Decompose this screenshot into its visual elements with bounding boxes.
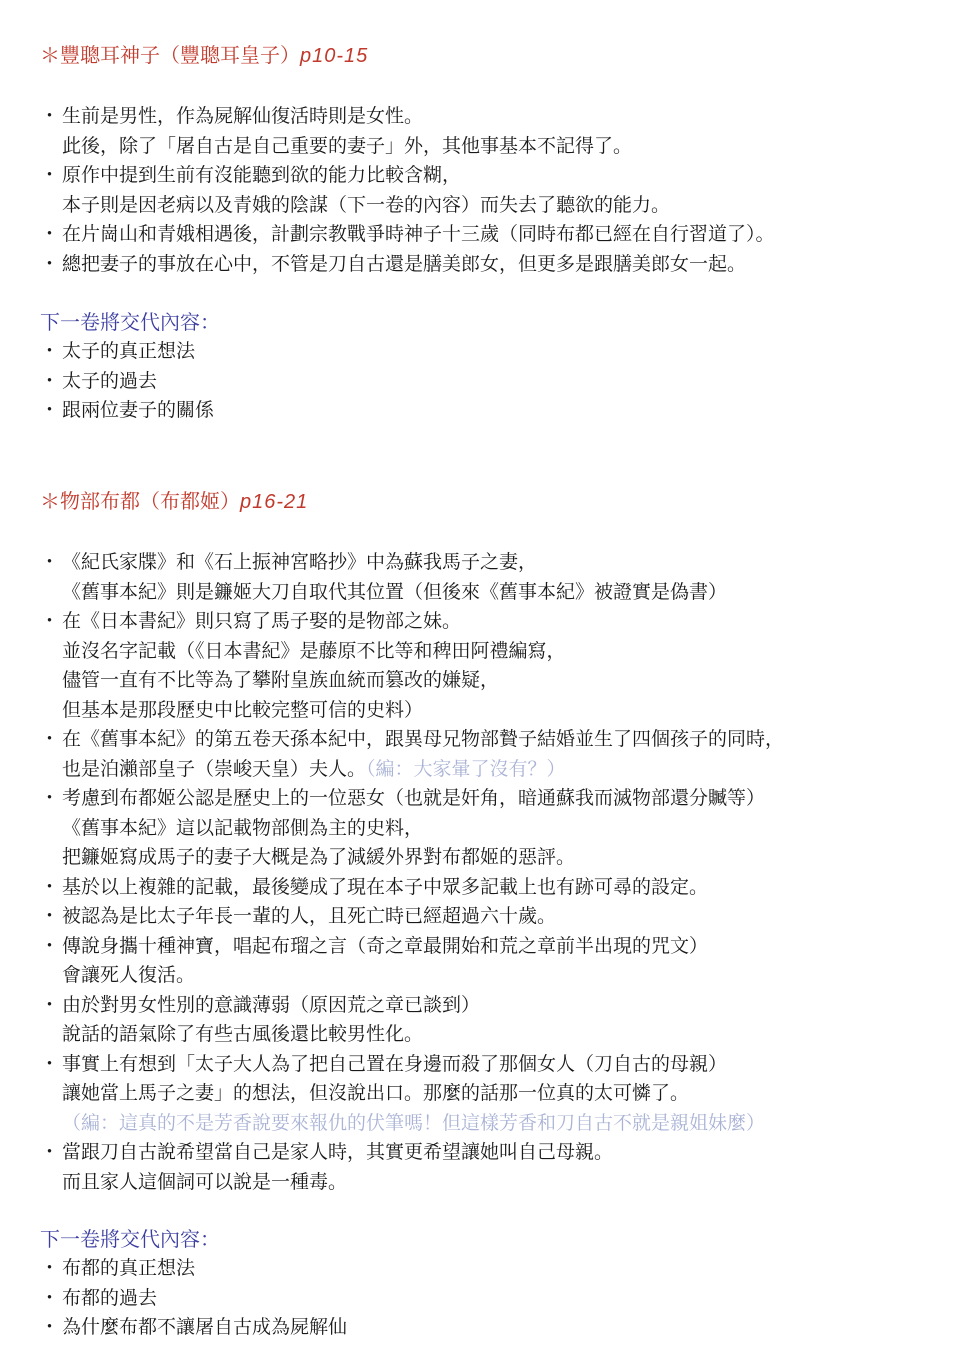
text-line: [40, 934, 708, 958]
line-text: 儘管一直有不比等為了攀附皇族血統而篡改的嫌疑，: [62, 669, 500, 691]
line-text: 生前是男性，作為屍解仙復活時則是女性。: [62, 105, 424, 127]
bullet-mark: ・: [40, 610, 60, 632]
text-line: [40, 1022, 423, 1046]
line-text: 但基本是那段歷史中比較完整可信的史料）: [62, 698, 424, 721]
editor-note: （編：大家暈了沒有？）: [366, 757, 566, 780]
text-line: [40, 1081, 689, 1105]
line-text: 由於對男女性別的意識薄弱（原因荒之章已談到）: [62, 993, 481, 1016]
line-text: 在《舊事本紀》的第五卷天孫本紀中，跟異母兄物部贄子結婚並生了四個孩子的同時，: [62, 728, 785, 750]
bullet-mark: ・: [40, 1286, 60, 1309]
next-volume-item: [40, 369, 157, 393]
line-text: 考慮到布都姬公認是歷史上的一位惡女（也就是奸角，暗通蘇我而滅物部還分贓等）: [62, 787, 766, 809]
section-page-range: p10-15: [300, 45, 369, 67]
section-title-text: ＊物部布都（布都姬）: [40, 489, 240, 513]
bullet-mark: ・: [40, 369, 60, 392]
line-text: 《紀氏家牒》和《石上振神宮略抄》中為蘇我馬子之妻，: [62, 551, 538, 573]
line-text: 會讓死人復活。: [62, 964, 196, 986]
line-text: 原作中提到生前有沒能聽到欲的能力比較含糊，: [62, 164, 462, 186]
bullet-mark: ・: [40, 164, 60, 186]
line-text: 被認為是比太子年長一輩的人，且死亡時已經超過六十歲。: [62, 905, 557, 927]
text-line: [40, 1170, 347, 1194]
bullet-mark: ・: [40, 993, 60, 1016]
next-volume-item-text: 布都的真正想法: [62, 1257, 196, 1279]
text-line: [40, 639, 566, 663]
bullet-mark: ・: [40, 340, 60, 362]
text-line: [40, 1140, 613, 1164]
text-line: [40, 1111, 765, 1135]
text-line: [40, 104, 423, 128]
bullet-mark: ・: [40, 905, 60, 927]
line-text: 也是泊瀨部皇子（崇峻天皇）夫人。: [62, 757, 367, 780]
line-text: 並沒名字記載（《日本書紀》是藤原不比等和稗田阿禮編寫，: [62, 639, 566, 662]
line-text: 而且家人這個詞可以說是一種毒。: [62, 1170, 348, 1193]
text-line: [40, 222, 775, 246]
bullet-mark: ・: [40, 1141, 60, 1163]
line-text: 《舊事本紀》則是鐮姬大刀自取代其位置（但後來《舊事本紀》被證實是偽書）: [62, 580, 728, 603]
section-title-text: ＊豐聰耳神子（豐聰耳皇子）: [40, 43, 300, 67]
bullet-mark: ・: [40, 1052, 60, 1075]
text-line: [40, 252, 746, 276]
next-volume-item: [40, 339, 195, 363]
bullet-mark: ・: [40, 787, 60, 809]
next-volume-item: [40, 1315, 347, 1339]
line-text: 把鐮姬寫成馬子的妻子大概是為了減緩外界對布都姬的惡評。: [62, 846, 576, 868]
editor-note: （編：這真的不是芳香說要來報仇的伏筆嗎！但這樣芳香和刀自古不就是親姐妹麼）: [62, 1111, 766, 1134]
text-line: [40, 786, 765, 810]
bullet-mark: ・: [40, 105, 60, 127]
next-volume-item: [40, 1256, 195, 1280]
text-line: [40, 668, 499, 692]
bullet-mark: ・: [40, 223, 60, 245]
text-line: [40, 816, 423, 840]
line-text: 讓她當上馬子之妻」的想法，但沒說出口。那麼的話那一位真的太可憐了。: [62, 1082, 690, 1104]
text-line: [40, 963, 195, 987]
bullet-mark: ・: [40, 934, 60, 957]
bullet-mark: ・: [40, 252, 60, 275]
text-line: [40, 1052, 727, 1076]
bullet-mark: ・: [40, 551, 60, 573]
next-volume-item-text: 布都的過去: [62, 1286, 158, 1309]
text-line: [40, 163, 461, 187]
line-text: 此後，除了「屠自古是自己重要的妻子」外，其他事基本不記得了。: [62, 134, 633, 157]
next-volume-heading: 下一卷將交代內容：: [40, 1227, 220, 1251]
text-line: [40, 134, 632, 158]
line-text: 在《日本書紀》則只寫了馬子娶的是物部之妹。: [62, 610, 462, 632]
section-page-range: p16-21: [240, 491, 309, 513]
text-line: [40, 757, 566, 781]
bullet-mark: ・: [40, 728, 60, 750]
text-line: [40, 904, 556, 928]
bullet-mark: ・: [40, 875, 60, 898]
bullet-mark: ・: [40, 1257, 60, 1279]
bullet-mark: ・: [40, 1316, 60, 1338]
next-volume-heading: 下一卷將交代內容：: [40, 310, 220, 334]
text-line: [40, 698, 423, 722]
text-line: [40, 993, 480, 1017]
line-text: 當跟刀自古說希望當自己是家人時，其實更希望讓她叫自己母親。: [62, 1141, 614, 1163]
text-line: [40, 550, 537, 574]
next-volume-item-text: 跟兩位妻子的關係: [62, 399, 215, 421]
line-text: 《舊事本紀》這以記載物部側為主的史料，: [62, 816, 424, 839]
text-line: [40, 609, 461, 633]
line-text: 本子則是因老病以及青娥的陰謀（下一卷的內容）而失去了聽欲的能力。: [62, 193, 671, 216]
line-text: 說話的語氣除了有些古風後還比較男性化。: [62, 1023, 424, 1045]
next-volume-item-text: 太子的真正想法: [62, 340, 196, 362]
text-line: [40, 580, 727, 604]
line-text: 傳說身攜十種神寶，唱起布瑠之言（奇之章最開始和荒之章前半出現的咒文）: [62, 934, 709, 957]
next-volume-item-text: 太子的過去: [62, 369, 158, 392]
text-line: [40, 845, 575, 869]
bullet-mark: ・: [40, 399, 60, 421]
next-volume-item-text: 為什麼布都不讓屠自古成為屍解仙: [62, 1316, 348, 1338]
section-title-miko: [40, 43, 368, 68]
line-text: 總把妻子的事放在心中，不管是刀自古還是膳美郎女，但更多是跟膳美郎女一起。: [62, 252, 747, 275]
next-volume-item: [40, 398, 214, 422]
line-text: 事實上有想到「太子大人為了把自己置在身邊而殺了那個女人（刀自古的母親）: [62, 1052, 728, 1075]
line-text: 基於以上複雜的記載，最後變成了現在本子中眾多記載上也有跡可尋的設定。: [62, 875, 709, 898]
text-line: [40, 727, 784, 751]
text-line: [40, 193, 670, 217]
line-text: 在片崗山和青娥相遇後，計劃宗教戰爭時神子十三歲（同時布都已經在自行習道了）。: [62, 223, 775, 245]
text-line: [40, 875, 708, 899]
section-title-futo: [40, 489, 308, 514]
next-volume-item: [40, 1286, 157, 1310]
